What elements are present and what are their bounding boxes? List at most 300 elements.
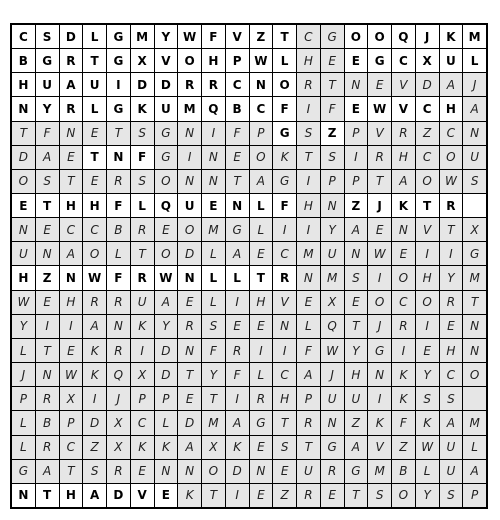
- letter-cell[interactable]: E: [155, 484, 178, 507]
- letter-cell[interactable]: A: [178, 436, 201, 459]
- letter-cell[interactable]: H: [60, 194, 83, 217]
- letter-cell[interactable]: T: [202, 387, 225, 410]
- letter-cell[interactable]: O: [368, 25, 391, 48]
- letter-cell[interactable]: N: [392, 218, 415, 241]
- letter-cell[interactable]: C: [60, 436, 83, 459]
- letter-cell[interactable]: K: [178, 484, 201, 507]
- letter-cell[interactable]: D: [416, 73, 439, 96]
- letter-cell[interactable]: N: [107, 315, 130, 338]
- letter-cell[interactable]: D: [107, 484, 130, 507]
- letter-cell[interactable]: T: [297, 146, 320, 169]
- letter-cell[interactable]: C: [250, 97, 273, 120]
- letter-cell[interactable]: T: [36, 339, 59, 362]
- letter-cell[interactable]: K: [155, 436, 178, 459]
- letter-cell[interactable]: Y: [36, 97, 59, 120]
- letter-cell[interactable]: U: [463, 146, 486, 169]
- letter-cell[interactable]: I: [368, 387, 391, 410]
- letter-cell[interactable]: S: [463, 170, 486, 193]
- letter-cell[interactable]: N: [60, 122, 83, 145]
- letter-cell[interactable]: F: [273, 97, 296, 120]
- letter-cell[interactable]: P: [12, 387, 35, 410]
- letter-cell[interactable]: R: [107, 460, 130, 483]
- letter-cell[interactable]: E: [321, 484, 344, 507]
- letter-cell[interactable]: T: [83, 49, 106, 72]
- letter-cell[interactable]: R: [226, 339, 249, 362]
- letter-cell[interactable]: C: [392, 291, 415, 314]
- letter-cell[interactable]: W: [368, 97, 391, 120]
- letter-cell[interactable]: G: [250, 411, 273, 434]
- letter-cell[interactable]: O: [345, 25, 368, 48]
- letter-cell[interactable]: K: [392, 194, 415, 217]
- letter-cell[interactable]: N: [368, 363, 391, 386]
- letter-cell[interactable]: R: [440, 194, 463, 217]
- letter-cell[interactable]: T: [273, 25, 296, 48]
- letter-cell[interactable]: N: [178, 339, 201, 362]
- letter-cell[interactable]: X: [60, 387, 83, 410]
- letter-cell[interactable]: E: [345, 291, 368, 314]
- letter-cell[interactable]: A: [155, 291, 178, 314]
- letter-cell[interactable]: H: [297, 49, 320, 72]
- letter-cell[interactable]: E: [250, 242, 273, 265]
- letter-cell[interactable]: R: [83, 291, 106, 314]
- letter-cell[interactable]: O: [440, 146, 463, 169]
- letter-cell[interactable]: G: [226, 218, 249, 241]
- letter-cell[interactable]: T: [440, 218, 463, 241]
- letter-cell[interactable]: A: [83, 484, 106, 507]
- letter-cell[interactable]: D: [226, 460, 249, 483]
- letter-cell[interactable]: W: [60, 363, 83, 386]
- letter-cell[interactable]: N: [178, 170, 201, 193]
- letter-cell[interactable]: A: [297, 363, 320, 386]
- letter-cell[interactable]: W: [440, 170, 463, 193]
- letter-cell[interactable]: D: [83, 411, 106, 434]
- letter-cell[interactable]: A: [226, 411, 249, 434]
- letter-cell[interactable]: M: [178, 97, 201, 120]
- letter-cell[interactable]: C: [273, 363, 296, 386]
- letter-cell[interactable]: R: [202, 73, 225, 96]
- letter-cell[interactable]: T: [368, 170, 391, 193]
- letter-cell[interactable]: W: [178, 25, 201, 48]
- letter-cell[interactable]: W: [321, 339, 344, 362]
- letter-cell[interactable]: D: [178, 411, 201, 434]
- letter-cell[interactable]: P: [131, 387, 154, 410]
- letter-cell[interactable]: [463, 387, 486, 410]
- letter-cell[interactable]: B: [107, 218, 130, 241]
- letter-cell[interactable]: E: [297, 291, 320, 314]
- letter-cell[interactable]: F: [297, 339, 320, 362]
- letter-cell[interactable]: I: [131, 339, 154, 362]
- letter-cell[interactable]: [463, 194, 486, 217]
- letter-cell[interactable]: N: [178, 460, 201, 483]
- letter-cell[interactable]: K: [416, 411, 439, 434]
- letter-cell[interactable]: A: [345, 218, 368, 241]
- letter-cell[interactable]: Y: [345, 339, 368, 362]
- letter-cell[interactable]: F: [107, 266, 130, 289]
- letter-cell[interactable]: O: [463, 363, 486, 386]
- letter-cell[interactable]: S: [131, 170, 154, 193]
- letter-cell[interactable]: H: [83, 194, 106, 217]
- letter-cell[interactable]: A: [345, 436, 368, 459]
- letter-cell[interactable]: N: [12, 97, 35, 120]
- letter-cell[interactable]: I: [368, 266, 391, 289]
- letter-cell[interactable]: U: [440, 436, 463, 459]
- letter-cell[interactable]: B: [36, 411, 59, 434]
- letter-cell[interactable]: K: [392, 387, 415, 410]
- letter-cell[interactable]: C: [60, 218, 83, 241]
- letter-cell[interactable]: L: [297, 315, 320, 338]
- letter-cell[interactable]: F: [36, 122, 59, 145]
- letter-cell[interactable]: T: [12, 122, 35, 145]
- letter-cell[interactable]: Q: [321, 315, 344, 338]
- letter-cell[interactable]: L: [463, 49, 486, 72]
- letter-cell[interactable]: A: [440, 73, 463, 96]
- letter-cell[interactable]: R: [131, 218, 154, 241]
- letter-cell[interactable]: R: [297, 484, 320, 507]
- letter-cell[interactable]: S: [440, 387, 463, 410]
- letter-cell[interactable]: S: [321, 146, 344, 169]
- letter-cell[interactable]: Y: [155, 25, 178, 48]
- letter-cell[interactable]: O: [178, 49, 201, 72]
- letter-cell[interactable]: E: [83, 170, 106, 193]
- letter-cell[interactable]: V: [392, 97, 415, 120]
- letter-cell[interactable]: E: [36, 291, 59, 314]
- letter-cell[interactable]: L: [416, 460, 439, 483]
- letter-cell[interactable]: T: [107, 122, 130, 145]
- letter-cell[interactable]: N: [250, 460, 273, 483]
- letter-cell[interactable]: C: [83, 218, 106, 241]
- letter-cell[interactable]: O: [273, 73, 296, 96]
- letter-cell[interactable]: M: [131, 25, 154, 48]
- letter-cell[interactable]: V: [155, 49, 178, 72]
- letter-cell[interactable]: G: [273, 170, 296, 193]
- letter-cell[interactable]: E: [226, 315, 249, 338]
- letter-cell[interactable]: H: [392, 146, 415, 169]
- letter-cell[interactable]: G: [107, 49, 130, 72]
- letter-cell[interactable]: S: [297, 122, 320, 145]
- letter-cell[interactable]: A: [463, 460, 486, 483]
- letter-cell[interactable]: N: [36, 363, 59, 386]
- letter-cell[interactable]: E: [368, 73, 391, 96]
- letter-cell[interactable]: R: [36, 387, 59, 410]
- letter-cell[interactable]: M: [297, 242, 320, 265]
- letter-cell[interactable]: I: [60, 315, 83, 338]
- letter-cell[interactable]: G: [368, 49, 391, 72]
- letter-cell[interactable]: E: [178, 387, 201, 410]
- letter-cell[interactable]: W: [250, 49, 273, 72]
- letter-cell[interactable]: Z: [416, 122, 439, 145]
- letter-cell[interactable]: R: [392, 315, 415, 338]
- letter-cell[interactable]: P: [60, 411, 83, 434]
- letter-cell[interactable]: A: [250, 170, 273, 193]
- letter-cell[interactable]: U: [440, 49, 463, 72]
- letter-cell[interactable]: E: [250, 436, 273, 459]
- letter-cell[interactable]: N: [107, 146, 130, 169]
- letter-cell[interactable]: R: [440, 291, 463, 314]
- letter-cell[interactable]: C: [416, 146, 439, 169]
- letter-cell[interactable]: N: [36, 242, 59, 265]
- letter-cell[interactable]: N: [202, 170, 225, 193]
- letter-cell[interactable]: M: [321, 266, 344, 289]
- letter-cell[interactable]: U: [345, 387, 368, 410]
- letter-cell[interactable]: D: [60, 25, 83, 48]
- letter-cell[interactable]: A: [463, 97, 486, 120]
- letter-cell[interactable]: D: [155, 339, 178, 362]
- letter-cell[interactable]: O: [12, 170, 35, 193]
- letter-cell[interactable]: J: [107, 387, 130, 410]
- letter-cell[interactable]: M: [463, 25, 486, 48]
- letter-cell[interactable]: T: [250, 266, 273, 289]
- letter-cell[interactable]: J: [463, 73, 486, 96]
- letter-cell[interactable]: L: [131, 194, 154, 217]
- letter-cell[interactable]: H: [60, 484, 83, 507]
- letter-cell[interactable]: G: [107, 25, 130, 48]
- letter-cell[interactable]: E: [12, 194, 35, 217]
- letter-cell[interactable]: G: [321, 25, 344, 48]
- letter-cell[interactable]: N: [321, 411, 344, 434]
- letter-cell[interactable]: L: [155, 411, 178, 434]
- letter-cell[interactable]: D: [178, 242, 201, 265]
- letter-cell[interactable]: L: [250, 363, 273, 386]
- letter-cell[interactable]: F: [273, 194, 296, 217]
- letter-cell[interactable]: N: [178, 266, 201, 289]
- letter-cell[interactable]: H: [440, 339, 463, 362]
- letter-cell[interactable]: R: [60, 97, 83, 120]
- letter-cell[interactable]: U: [36, 73, 59, 96]
- letter-cell[interactable]: Z: [345, 411, 368, 434]
- letter-cell[interactable]: H: [440, 97, 463, 120]
- letter-cell[interactable]: B: [392, 460, 415, 483]
- letter-cell[interactable]: H: [202, 49, 225, 72]
- letter-cell[interactable]: O: [155, 242, 178, 265]
- letter-cell[interactable]: F: [107, 194, 130, 217]
- letter-cell[interactable]: V: [131, 484, 154, 507]
- letter-cell[interactable]: G: [321, 436, 344, 459]
- letter-cell[interactable]: K: [83, 363, 106, 386]
- letter-cell[interactable]: E: [60, 339, 83, 362]
- letter-cell[interactable]: X: [131, 363, 154, 386]
- letter-cell[interactable]: C: [297, 25, 320, 48]
- letter-cell[interactable]: S: [83, 460, 106, 483]
- letter-cell[interactable]: G: [463, 242, 486, 265]
- letter-cell[interactable]: I: [440, 242, 463, 265]
- letter-cell[interactable]: P: [345, 170, 368, 193]
- letter-cell[interactable]: N: [250, 73, 273, 96]
- letter-cell[interactable]: Y: [416, 484, 439, 507]
- letter-cell[interactable]: G: [12, 460, 35, 483]
- letter-cell[interactable]: E: [131, 460, 154, 483]
- letter-cell[interactable]: O: [416, 170, 439, 193]
- letter-cell[interactable]: T: [297, 436, 320, 459]
- letter-cell[interactable]: P: [297, 387, 320, 410]
- letter-cell[interactable]: P: [345, 122, 368, 145]
- letter-cell[interactable]: G: [155, 146, 178, 169]
- letter-cell[interactable]: O: [250, 146, 273, 169]
- letter-cell[interactable]: Z: [273, 484, 296, 507]
- letter-cell[interactable]: U: [155, 97, 178, 120]
- letter-cell[interactable]: I: [107, 73, 130, 96]
- letter-cell[interactable]: I: [416, 242, 439, 265]
- letter-cell[interactable]: X: [321, 291, 344, 314]
- letter-cell[interactable]: Y: [12, 315, 35, 338]
- letter-cell[interactable]: D: [155, 363, 178, 386]
- letter-cell[interactable]: S: [273, 436, 296, 459]
- letter-cell[interactable]: T: [60, 170, 83, 193]
- letter-cell[interactable]: F: [226, 122, 249, 145]
- letter-cell[interactable]: A: [226, 242, 249, 265]
- letter-cell[interactable]: T: [345, 315, 368, 338]
- letter-cell[interactable]: K: [131, 436, 154, 459]
- letter-cell[interactable]: H: [297, 194, 320, 217]
- letter-cell[interactable]: S: [345, 266, 368, 289]
- letter-cell[interactable]: O: [368, 291, 391, 314]
- letter-cell[interactable]: H: [416, 266, 439, 289]
- letter-cell[interactable]: H: [60, 291, 83, 314]
- letter-cell[interactable]: R: [250, 387, 273, 410]
- letter-cell[interactable]: L: [463, 436, 486, 459]
- letter-cell[interactable]: Q: [107, 363, 130, 386]
- letter-cell[interactable]: J: [12, 363, 35, 386]
- letter-cell[interactable]: Y: [321, 218, 344, 241]
- letter-cell[interactable]: L: [226, 266, 249, 289]
- letter-cell[interactable]: S: [131, 122, 154, 145]
- letter-cell[interactable]: P: [250, 122, 273, 145]
- letter-cell[interactable]: E: [368, 218, 391, 241]
- letter-cell[interactable]: C: [440, 363, 463, 386]
- letter-cell[interactable]: R: [297, 411, 320, 434]
- letter-cell[interactable]: M: [463, 266, 486, 289]
- letter-cell[interactable]: G: [36, 49, 59, 72]
- letter-cell[interactable]: A: [392, 170, 415, 193]
- letter-cell[interactable]: T: [202, 484, 225, 507]
- letter-cell[interactable]: A: [440, 411, 463, 434]
- letter-cell[interactable]: C: [392, 49, 415, 72]
- letter-cell[interactable]: W: [12, 291, 35, 314]
- letter-cell[interactable]: T: [36, 194, 59, 217]
- letter-cell[interactable]: Z: [36, 266, 59, 289]
- letter-cell[interactable]: L: [202, 266, 225, 289]
- letter-cell[interactable]: L: [83, 25, 106, 48]
- letter-cell[interactable]: I: [250, 339, 273, 362]
- letter-cell[interactable]: N: [12, 484, 35, 507]
- letter-cell[interactable]: T: [416, 194, 439, 217]
- letter-cell[interactable]: I: [226, 484, 249, 507]
- letter-cell[interactable]: G: [273, 122, 296, 145]
- letter-cell[interactable]: K: [131, 315, 154, 338]
- letter-cell[interactable]: V: [368, 436, 391, 459]
- letter-cell[interactable]: Z: [321, 122, 344, 145]
- letter-cell[interactable]: D: [12, 146, 35, 169]
- letter-cell[interactable]: L: [12, 339, 35, 362]
- letter-cell[interactable]: R: [131, 266, 154, 289]
- letter-cell[interactable]: N: [297, 266, 320, 289]
- letter-cell[interactable]: T: [273, 411, 296, 434]
- letter-cell[interactable]: N: [273, 315, 296, 338]
- letter-cell[interactable]: K: [226, 436, 249, 459]
- letter-cell[interactable]: G: [155, 122, 178, 145]
- letter-cell[interactable]: F: [392, 411, 415, 434]
- letter-cell[interactable]: T: [131, 242, 154, 265]
- letter-cell[interactable]: E: [392, 242, 415, 265]
- letter-cell[interactable]: I: [416, 315, 439, 338]
- letter-cell[interactable]: Y: [155, 315, 178, 338]
- letter-cell[interactable]: N: [345, 242, 368, 265]
- letter-cell[interactable]: W: [416, 436, 439, 459]
- letter-cell[interactable]: F: [321, 97, 344, 120]
- letter-cell[interactable]: A: [36, 460, 59, 483]
- letter-cell[interactable]: L: [83, 97, 106, 120]
- letter-cell[interactable]: R: [368, 146, 391, 169]
- letter-cell[interactable]: R: [107, 339, 130, 362]
- letter-cell[interactable]: C: [226, 73, 249, 96]
- letter-cell[interactable]: L: [202, 242, 225, 265]
- letter-cell[interactable]: T: [83, 146, 106, 169]
- letter-cell[interactable]: F: [226, 363, 249, 386]
- letter-cell[interactable]: I: [297, 218, 320, 241]
- letter-cell[interactable]: D: [131, 73, 154, 96]
- letter-cell[interactable]: N: [463, 339, 486, 362]
- letter-cell[interactable]: W: [83, 266, 106, 289]
- letter-cell[interactable]: J: [368, 315, 391, 338]
- letter-cell[interactable]: Z: [83, 436, 106, 459]
- letter-cell[interactable]: Q: [155, 194, 178, 217]
- letter-cell[interactable]: I: [273, 218, 296, 241]
- letter-cell[interactable]: Y: [202, 363, 225, 386]
- letter-cell[interactable]: F: [131, 146, 154, 169]
- letter-cell[interactable]: Z: [392, 436, 415, 459]
- letter-cell[interactable]: P: [226, 49, 249, 72]
- letter-cell[interactable]: B: [12, 49, 35, 72]
- letter-cell[interactable]: U: [440, 460, 463, 483]
- letter-cell[interactable]: L: [250, 194, 273, 217]
- letter-cell[interactable]: B: [226, 97, 249, 120]
- letter-cell[interactable]: X: [107, 436, 130, 459]
- letter-cell[interactable]: M: [202, 411, 225, 434]
- letter-cell[interactable]: O: [392, 266, 415, 289]
- letter-cell[interactable]: F: [202, 25, 225, 48]
- letter-cell[interactable]: T: [345, 484, 368, 507]
- letter-cell[interactable]: W: [368, 242, 391, 265]
- letter-cell[interactable]: X: [463, 218, 486, 241]
- letter-cell[interactable]: I: [36, 315, 59, 338]
- letter-cell[interactable]: K: [440, 25, 463, 48]
- letter-cell[interactable]: E: [226, 146, 249, 169]
- letter-cell[interactable]: V: [416, 218, 439, 241]
- letter-cell[interactable]: I: [226, 387, 249, 410]
- letter-cell[interactable]: V: [368, 122, 391, 145]
- letter-cell[interactable]: P: [321, 170, 344, 193]
- letter-cell[interactable]: T: [60, 460, 83, 483]
- letter-cell[interactable]: P: [463, 484, 486, 507]
- letter-cell[interactable]: Y: [440, 266, 463, 289]
- letter-cell[interactable]: I: [297, 97, 320, 120]
- letter-cell[interactable]: R: [36, 436, 59, 459]
- letter-cell[interactable]: M: [368, 460, 391, 483]
- letter-cell[interactable]: N: [463, 315, 486, 338]
- letter-cell[interactable]: N: [178, 122, 201, 145]
- letter-cell[interactable]: I: [226, 291, 249, 314]
- letter-cell[interactable]: E: [416, 339, 439, 362]
- letter-cell[interactable]: R: [178, 315, 201, 338]
- letter-cell[interactable]: G: [368, 339, 391, 362]
- letter-cell[interactable]: T: [36, 484, 59, 507]
- letter-cell[interactable]: T: [226, 170, 249, 193]
- letter-cell[interactable]: N: [321, 194, 344, 217]
- letter-cell[interactable]: E: [60, 146, 83, 169]
- letter-cell[interactable]: C: [131, 411, 154, 434]
- letter-cell[interactable]: A: [60, 242, 83, 265]
- letter-cell[interactable]: O: [178, 218, 201, 241]
- letter-cell[interactable]: L: [12, 411, 35, 434]
